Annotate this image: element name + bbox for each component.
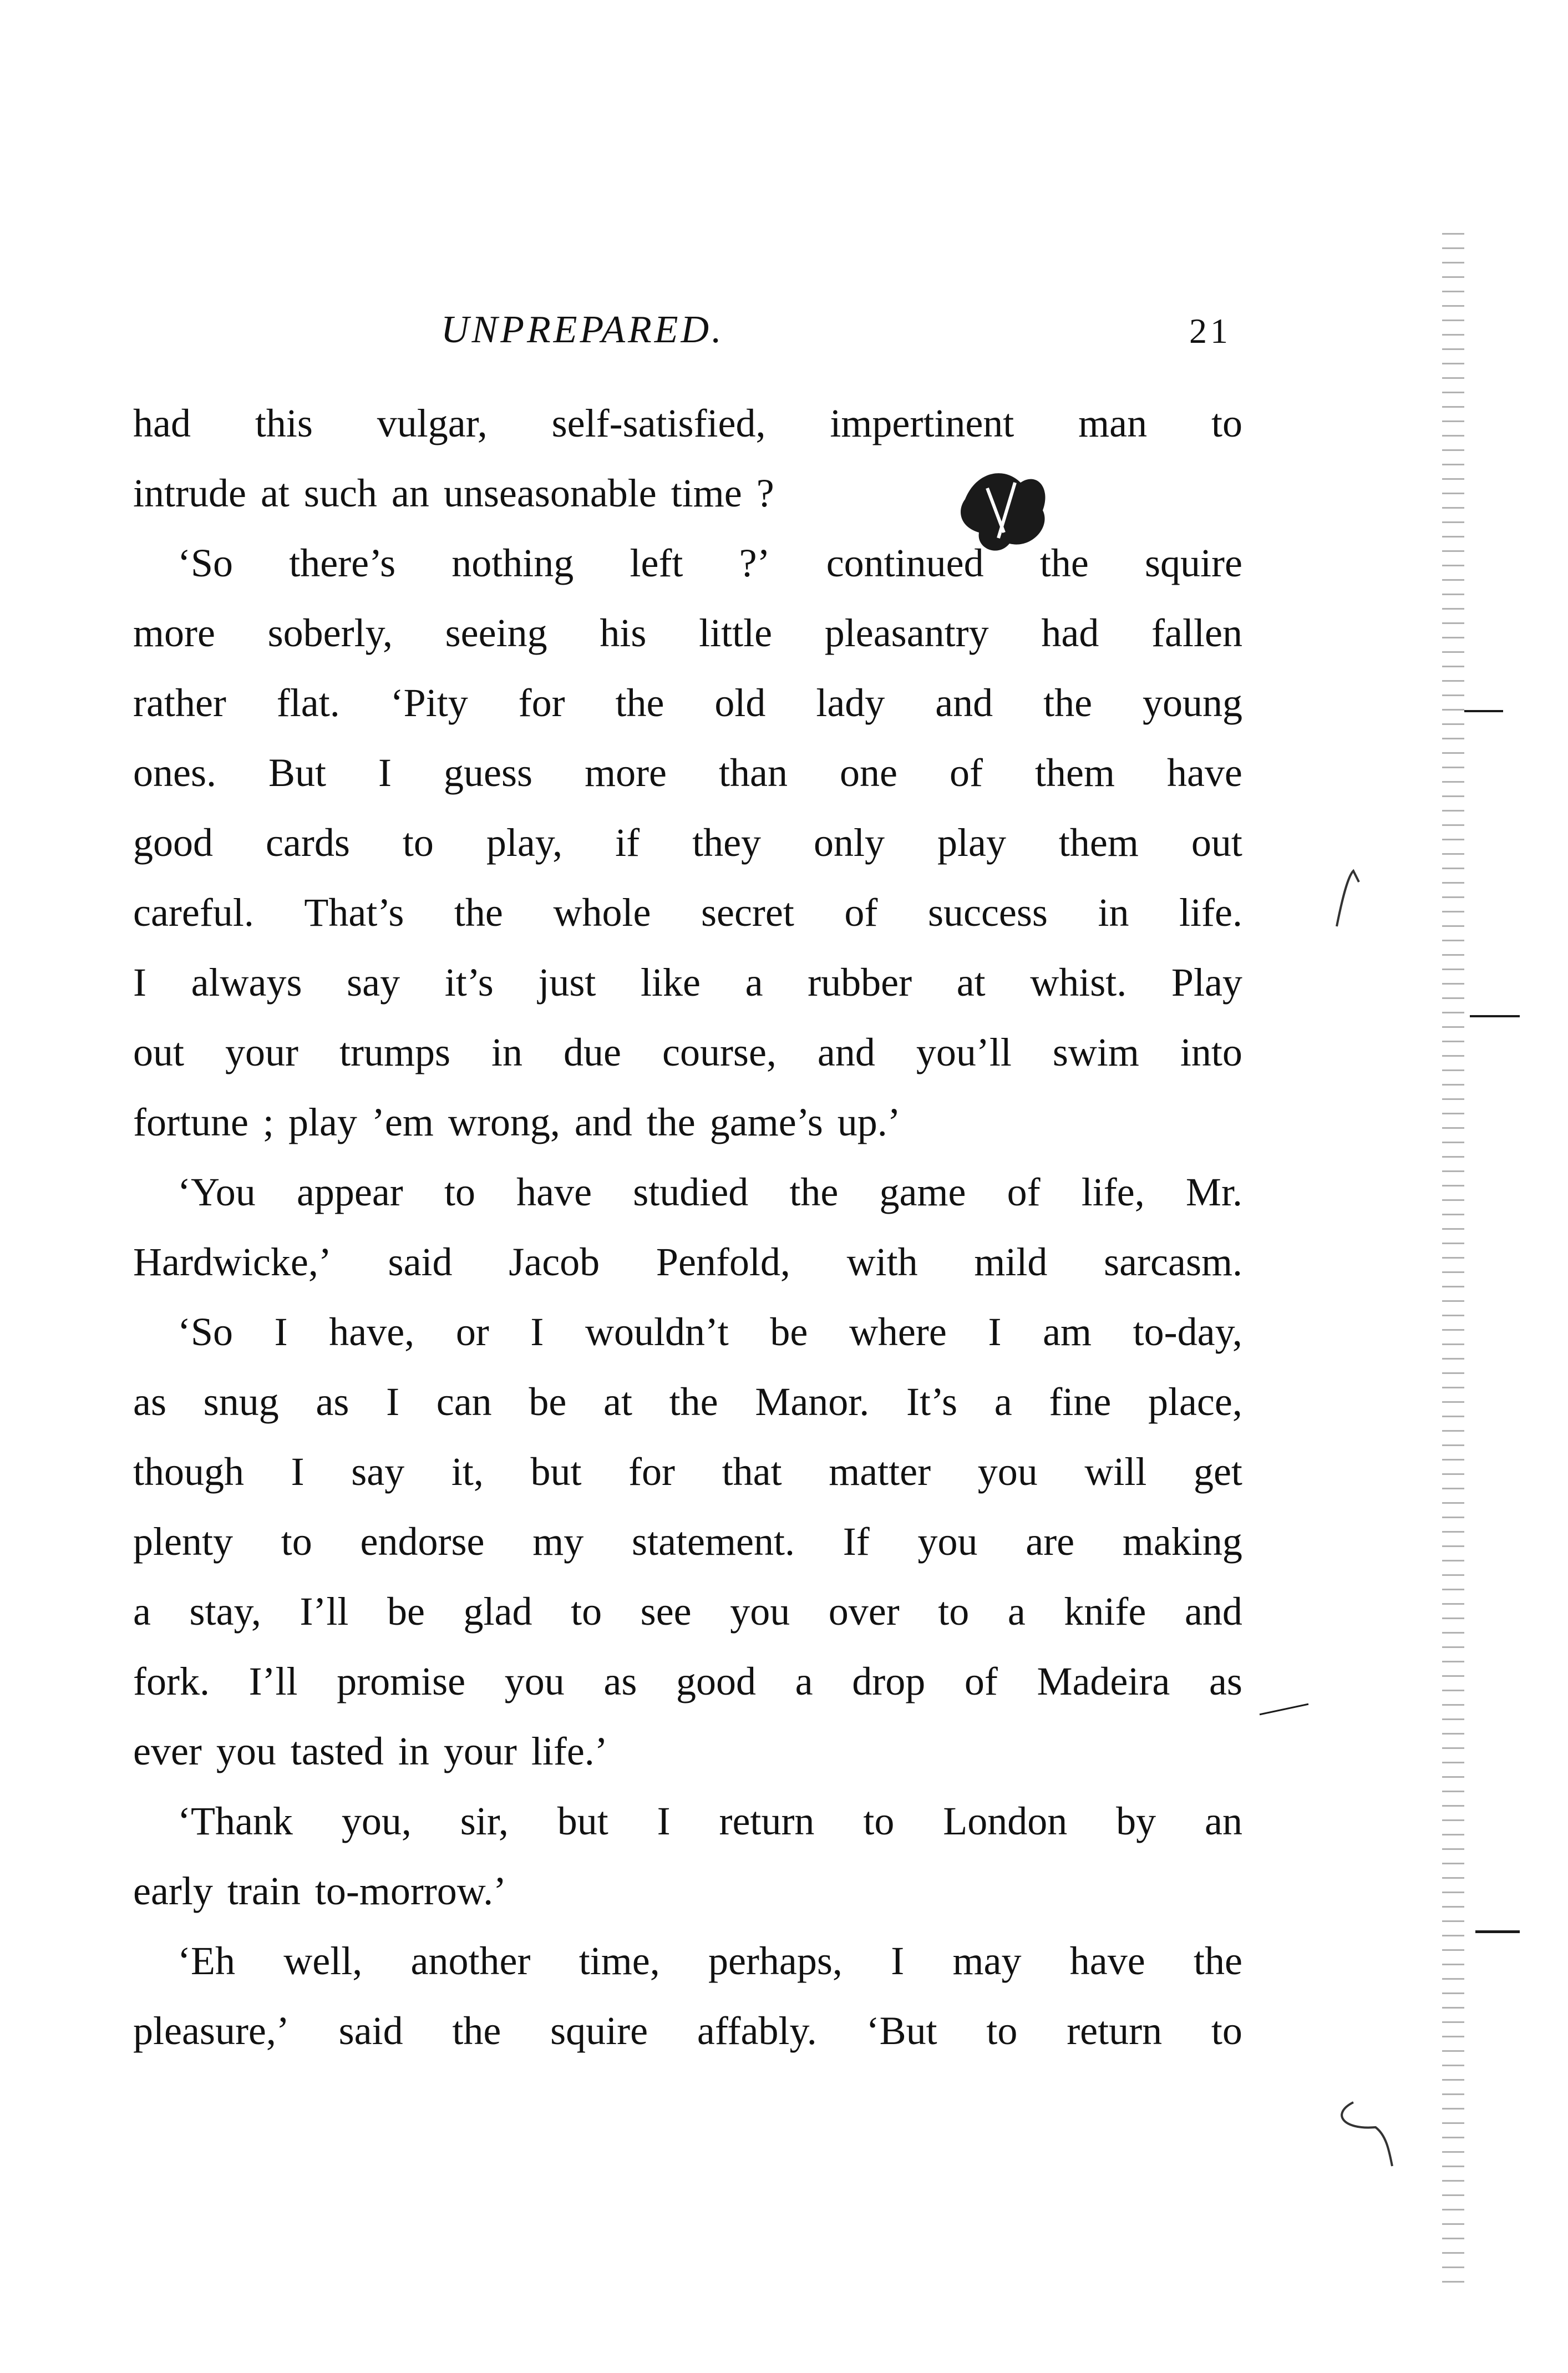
word: you xyxy=(917,1519,978,1564)
word: statement. xyxy=(632,1519,795,1564)
word: my xyxy=(532,1519,584,1564)
text-line xyxy=(133,1646,1242,1716)
text-line xyxy=(133,668,1242,738)
word: this xyxy=(255,401,313,445)
margin-rule-mark xyxy=(1464,710,1503,712)
word: his xyxy=(600,611,647,655)
word: ‘Eh xyxy=(177,1939,235,1983)
word: it’s xyxy=(444,960,494,1005)
word: I xyxy=(274,1310,288,1354)
word: to-morrow.’ xyxy=(314,1869,507,1913)
word: with xyxy=(846,1240,918,1284)
word: I’ll xyxy=(248,1659,298,1703)
word: at xyxy=(956,960,986,1005)
text-line xyxy=(133,1157,1242,1227)
word: squire xyxy=(1144,541,1242,585)
word: ? xyxy=(756,471,774,515)
word: to xyxy=(863,1799,895,1843)
word: another xyxy=(410,1939,531,1983)
word: to-day, xyxy=(1133,1310,1242,1354)
running-head xyxy=(128,308,1231,358)
word: say xyxy=(347,960,400,1005)
word: I xyxy=(891,1939,905,1983)
word: to xyxy=(281,1519,312,1564)
word: an xyxy=(1204,1799,1242,1843)
word: drop xyxy=(852,1659,926,1703)
word: be xyxy=(529,1380,567,1424)
word: to xyxy=(444,1170,475,1214)
word: life.’ xyxy=(531,1729,608,1773)
word: have xyxy=(1166,751,1242,795)
word: endorse xyxy=(360,1519,485,1564)
ink-blot-mark xyxy=(954,466,1054,560)
word: your xyxy=(225,1030,298,1074)
word: of xyxy=(949,751,983,795)
word: return xyxy=(1067,2009,1163,2053)
word: continued xyxy=(826,541,984,585)
word: the xyxy=(1043,681,1093,725)
word: little xyxy=(699,611,773,655)
word: But xyxy=(268,751,327,795)
text-line xyxy=(133,1227,1242,1297)
word: guess xyxy=(444,751,533,795)
word: to xyxy=(938,1589,970,1634)
word: as xyxy=(1209,1659,1242,1703)
word: I xyxy=(657,1799,671,1843)
word: success xyxy=(927,890,1048,935)
word: see xyxy=(640,1589,692,1634)
text-line xyxy=(133,878,1242,947)
word: you xyxy=(977,1449,1038,1494)
word: I xyxy=(378,751,392,795)
word: ones. xyxy=(133,751,216,795)
text-line xyxy=(133,1576,1242,1646)
word: the xyxy=(615,681,664,725)
word: the xyxy=(1193,1939,1242,1983)
word: get xyxy=(1193,1449,1242,1494)
word: a xyxy=(745,960,763,1005)
word: one xyxy=(840,751,897,795)
word: Hardwicke,’ xyxy=(133,1240,332,1284)
word: impertinent xyxy=(830,401,1014,445)
word: the xyxy=(669,1380,718,1424)
word: fine xyxy=(1049,1380,1112,1424)
word: studied xyxy=(633,1170,749,1214)
word: into xyxy=(1180,1030,1242,1074)
word: I’ll xyxy=(300,1589,349,1634)
text-line xyxy=(133,1367,1242,1437)
word: matter xyxy=(829,1449,931,1494)
word: the xyxy=(452,2009,501,2053)
word: if xyxy=(615,820,640,865)
word: glad xyxy=(463,1589,532,1634)
text-line xyxy=(133,1017,1242,1087)
word: that xyxy=(722,1449,782,1494)
word: tasted xyxy=(290,1729,384,1773)
word: I xyxy=(530,1310,544,1354)
word: sarcasm. xyxy=(1104,1240,1242,1284)
word: appear xyxy=(296,1170,403,1214)
word: out xyxy=(133,1030,185,1074)
word: wrong, xyxy=(448,1100,560,1144)
word: ‘Thank xyxy=(177,1799,293,1843)
word: life. xyxy=(1179,890,1242,935)
text-line xyxy=(133,1297,1242,1367)
word: fortune xyxy=(133,1100,248,1144)
word: time xyxy=(671,471,742,515)
word: over xyxy=(828,1589,900,1634)
word: them xyxy=(1034,751,1115,795)
word: flat. xyxy=(276,681,340,725)
word: have xyxy=(1069,1939,1145,1983)
margin-speckle xyxy=(1442,233,1464,2285)
word: of xyxy=(964,1659,998,1703)
word: train xyxy=(227,1869,301,1913)
word: as xyxy=(603,1659,637,1703)
word: the xyxy=(454,890,503,935)
word: swim xyxy=(1052,1030,1139,1074)
body-text xyxy=(133,388,1242,2066)
text-line xyxy=(133,598,1242,668)
word: a xyxy=(1007,1589,1026,1634)
margin-rule-mark xyxy=(1260,1703,1309,1716)
word: old xyxy=(714,681,766,725)
word: be xyxy=(387,1589,425,1634)
word: Madeira xyxy=(1037,1659,1170,1703)
text-line xyxy=(133,1856,1242,1926)
word: a xyxy=(133,1589,151,1634)
word: than xyxy=(719,751,788,795)
word: soberly, xyxy=(267,611,393,655)
word: there’s xyxy=(289,541,396,585)
word: That’s xyxy=(304,890,404,935)
word: am xyxy=(1043,1310,1092,1354)
text-line xyxy=(133,947,1242,1017)
word: at xyxy=(603,1380,632,1424)
word: trumps xyxy=(339,1030,451,1074)
word: perhaps, xyxy=(708,1939,843,1983)
word: have xyxy=(516,1170,592,1214)
word: to xyxy=(1211,401,1242,445)
text-line xyxy=(133,1087,1242,1157)
word: Jacob xyxy=(509,1240,600,1284)
word: I xyxy=(988,1310,1002,1354)
word: ‘You xyxy=(177,1170,256,1214)
word: had xyxy=(133,401,191,445)
word: Manor. xyxy=(755,1380,870,1424)
word: left xyxy=(630,541,683,585)
word: affably. xyxy=(697,2009,817,2053)
text-line xyxy=(133,1507,1242,1576)
word: secret xyxy=(701,890,794,935)
word: just xyxy=(538,960,596,1005)
word: It’s xyxy=(906,1380,957,1424)
word: of xyxy=(1007,1170,1041,1214)
word: had xyxy=(1041,611,1099,655)
word: I xyxy=(386,1380,400,1424)
word: a xyxy=(795,1659,813,1703)
word: lady xyxy=(816,681,885,725)
pencil-hook-mark xyxy=(1331,2097,1398,2169)
word: in xyxy=(1098,890,1129,935)
word: are xyxy=(1026,1519,1075,1564)
word: it, xyxy=(451,1449,484,1494)
word: may xyxy=(952,1939,1022,1983)
word: or xyxy=(455,1310,489,1354)
word: ’em xyxy=(371,1100,434,1144)
word: you xyxy=(504,1659,565,1703)
word: game’s xyxy=(709,1100,823,1144)
word: game xyxy=(879,1170,966,1214)
word: I xyxy=(291,1449,305,1494)
word: place, xyxy=(1148,1380,1242,1424)
word: and xyxy=(1184,1589,1242,1634)
word: London xyxy=(943,1799,1068,1843)
word: only xyxy=(814,820,885,865)
word: intrude xyxy=(133,471,246,515)
text-line xyxy=(133,1437,1242,1507)
word: the xyxy=(646,1100,696,1144)
word: ‘So xyxy=(177,541,234,585)
word: to xyxy=(1211,2009,1242,2053)
word: you, xyxy=(341,1799,412,1843)
word: always xyxy=(191,960,302,1005)
word: fallen xyxy=(1151,611,1242,655)
word: ‘But xyxy=(866,2009,937,2053)
word: unseasonable xyxy=(443,471,657,515)
word: a xyxy=(994,1380,1012,1424)
word: to xyxy=(986,2009,1018,2053)
word: stay, xyxy=(189,1589,261,1634)
word: like xyxy=(641,960,701,1005)
text-line xyxy=(133,808,1242,878)
word: play, xyxy=(486,820,563,865)
word: the xyxy=(1039,541,1089,585)
word: said xyxy=(338,2009,403,2053)
word: time, xyxy=(579,1939,660,1983)
word: for xyxy=(628,1449,676,1494)
margin-rule-mark xyxy=(1475,1930,1520,1933)
word: them xyxy=(1058,820,1139,865)
word: say xyxy=(351,1449,405,1494)
word: cards xyxy=(265,820,350,865)
text-line xyxy=(133,1926,1242,1996)
word: more xyxy=(133,611,215,655)
word: wouldn’t xyxy=(585,1310,729,1354)
word: squire xyxy=(550,2009,648,2053)
word: snug xyxy=(203,1380,279,1424)
word: play xyxy=(937,820,1006,865)
word: of xyxy=(844,890,878,935)
word: to xyxy=(402,820,434,865)
word: knife xyxy=(1064,1589,1146,1634)
word: can xyxy=(436,1380,492,1424)
word: as xyxy=(316,1380,349,1424)
word: course, xyxy=(662,1030,777,1074)
word: Penfold, xyxy=(656,1240,790,1284)
word: whole xyxy=(553,890,651,935)
word: rubber xyxy=(808,960,912,1005)
word: seeing xyxy=(445,611,547,655)
word: fork. xyxy=(133,1659,210,1703)
word: more xyxy=(585,751,667,795)
word: be xyxy=(770,1310,808,1354)
word: If xyxy=(843,1519,870,1564)
word: but xyxy=(557,1799,608,1843)
word: and xyxy=(574,1100,632,1144)
word: pleasure,’ xyxy=(133,2009,290,2053)
word: ?’ xyxy=(739,541,770,585)
word: young xyxy=(1143,681,1242,725)
text-line xyxy=(133,458,1242,528)
text-line xyxy=(133,388,1242,458)
word: careful. xyxy=(133,890,254,935)
word: pleasantry xyxy=(824,611,989,655)
word: said xyxy=(388,1240,453,1284)
word: ; xyxy=(262,1100,274,1144)
word: making xyxy=(1122,1519,1242,1564)
word: up.’ xyxy=(837,1100,901,1144)
word: man xyxy=(1078,401,1148,445)
word: life, xyxy=(1081,1170,1145,1214)
word: the xyxy=(789,1170,839,1214)
word: you xyxy=(216,1729,276,1773)
word: early xyxy=(133,1869,213,1913)
text-line xyxy=(133,1996,1242,2066)
word: well, xyxy=(283,1939,363,1983)
text-line xyxy=(133,738,1242,808)
pencil-bracket-mark xyxy=(1331,865,1364,932)
word: rather xyxy=(133,681,226,725)
word: to xyxy=(571,1589,602,1634)
word: sir, xyxy=(460,1799,509,1843)
word: by xyxy=(1116,1799,1156,1843)
word: in xyxy=(491,1030,523,1074)
word: your xyxy=(443,1729,517,1773)
word: I xyxy=(133,960,146,1005)
word: ever xyxy=(133,1729,202,1773)
word: whist. xyxy=(1030,960,1127,1005)
word: vulgar, xyxy=(377,401,488,445)
word: such xyxy=(303,471,377,515)
word: where xyxy=(849,1310,947,1354)
margin-rule-mark xyxy=(1470,1015,1520,1017)
page-number: 21 xyxy=(1189,311,1231,351)
word: an xyxy=(391,471,429,515)
word: good xyxy=(676,1659,756,1703)
text-line xyxy=(133,528,1242,598)
running-title: UNPREPARED. xyxy=(441,308,724,351)
word: they xyxy=(692,820,762,865)
word: ‘So xyxy=(177,1310,234,1354)
word: and xyxy=(935,681,993,725)
word: at xyxy=(260,471,290,515)
word: but xyxy=(530,1449,582,1494)
word: self-satisfied, xyxy=(551,401,766,445)
text-line xyxy=(133,1716,1242,1786)
word: in xyxy=(398,1729,429,1773)
word: will xyxy=(1084,1449,1147,1494)
word: Play xyxy=(1171,960,1242,1005)
word: nothing xyxy=(451,541,574,585)
word: as xyxy=(133,1380,166,1424)
word: plenty xyxy=(133,1519,233,1564)
word: for xyxy=(518,681,565,725)
word: out xyxy=(1191,820,1242,865)
text-line xyxy=(133,1786,1242,1856)
word: you xyxy=(730,1589,790,1634)
word: ‘Pity xyxy=(390,681,468,725)
word: return xyxy=(719,1799,815,1843)
word: though xyxy=(133,1449,245,1494)
word: you’ll xyxy=(916,1030,1012,1074)
word: have, xyxy=(329,1310,415,1354)
word: mild xyxy=(974,1240,1048,1284)
word: and xyxy=(817,1030,875,1074)
word: Mr. xyxy=(1185,1170,1242,1214)
word: promise xyxy=(337,1659,466,1703)
word: play xyxy=(288,1100,357,1144)
word: good xyxy=(133,820,213,865)
word: due xyxy=(564,1030,621,1074)
